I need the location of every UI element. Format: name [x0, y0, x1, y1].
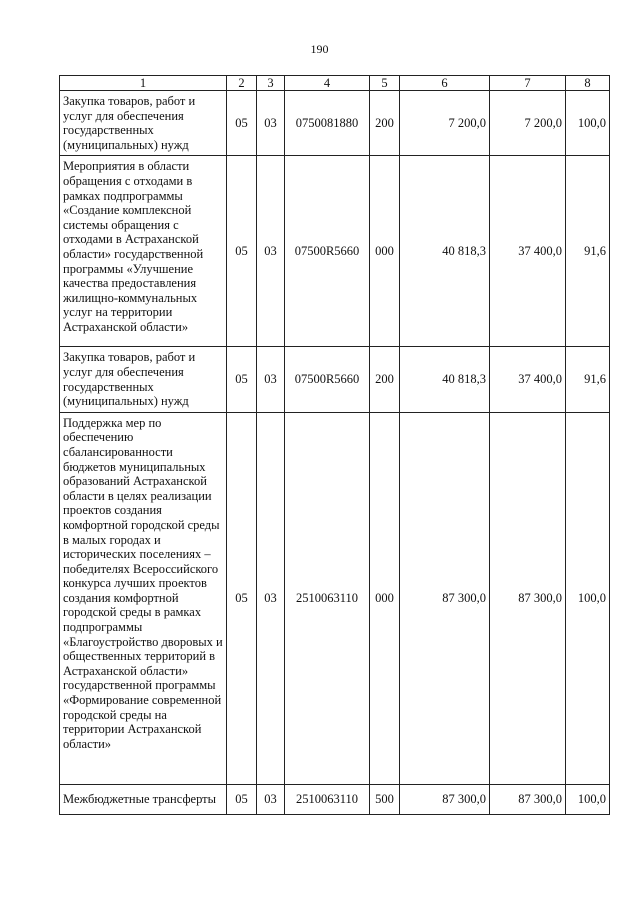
row-expense-type: 200 — [370, 91, 400, 156]
row-expense-type: 500 — [370, 784, 400, 814]
row-executed: 87 300,0 — [490, 412, 566, 784]
budget-table — [59, 75, 610, 815]
header-col-5: 5 — [370, 76, 400, 91]
row-name: Поддержка мер по обеспечению сбалансированности бюджетов муниципальных образований Астраханской области в целях реализации проектов создания комфортной городской среды в малых городах и исторических поселениях – победителях Всероссийского конкурса лучших проектов создания комфортной городской среды в рамках подпрограммы «Благоустройство дворовых и общественных территорий в Астраханской области» государственной программы «Формирование современной городской среды на территории Астраханской области» — [60, 412, 227, 784]
header-col-4: 4 — [285, 76, 370, 91]
row-target-code: 07500R5660 — [285, 347, 370, 412]
row-subsection: 03 — [257, 784, 285, 814]
row-percent: 91,6 — [566, 156, 610, 347]
table-row — [60, 156, 610, 347]
row-subsection: 03 — [257, 91, 285, 156]
row-subsection: 03 — [257, 412, 285, 784]
row-name: Межбюджетные трансферты — [60, 784, 227, 814]
row-subsection: 03 — [257, 156, 285, 347]
row-expense-type: 000 — [370, 412, 400, 784]
header-col-6: 6 — [400, 76, 490, 91]
header-col-2: 2 — [227, 76, 257, 91]
row-target-code: 07500R5660 — [285, 156, 370, 347]
table-row — [60, 412, 610, 784]
row-planned: 87 300,0 — [400, 784, 490, 814]
row-planned: 40 818,3 — [400, 347, 490, 412]
row-target-code: 2510063110 — [285, 784, 370, 814]
row-section: 05 — [227, 156, 257, 347]
table-row — [60, 91, 610, 156]
row-target-code: 2510063110 — [285, 412, 370, 784]
row-section: 05 — [227, 412, 257, 784]
row-planned: 87 300,0 — [400, 412, 490, 784]
row-percent: 100,0 — [566, 412, 610, 784]
row-percent: 91,6 — [566, 347, 610, 412]
table-row — [60, 347, 610, 412]
row-percent: 100,0 — [566, 784, 610, 814]
row-subsection: 03 — [257, 347, 285, 412]
row-expense-type: 000 — [370, 156, 400, 347]
row-expense-type: 200 — [370, 347, 400, 412]
row-executed: 37 400,0 — [490, 156, 566, 347]
row-percent: 100,0 — [566, 91, 610, 156]
page-number: 190 — [310, 42, 329, 56]
row-name: Закупка товаров, работ и услуг для обеспечения государственных (муниципальных) нужд — [60, 347, 227, 412]
row-planned: 7 200,0 — [400, 91, 490, 156]
header-col-1: 1 — [60, 76, 227, 91]
table-header-row — [60, 76, 610, 91]
row-name: Мероприятия в области обращения с отходами в рамках подпрограммы «Создание комплексной системы обращения с отходами в Астраханской области» государственной программы «Улучшение качества предоставления жилищно-коммунальных услуг на территории Астраханской области» — [60, 156, 227, 347]
row-target-code: 0750081880 — [285, 91, 370, 156]
row-executed: 37 400,0 — [490, 347, 566, 412]
row-planned: 40 818,3 — [400, 156, 490, 347]
row-section: 05 — [227, 784, 257, 814]
row-executed: 87 300,0 — [490, 784, 566, 814]
row-section: 05 — [227, 91, 257, 156]
header-col-8: 8 — [566, 76, 610, 91]
table-row — [60, 784, 610, 814]
row-executed: 7 200,0 — [490, 91, 566, 156]
row-section: 05 — [227, 347, 257, 412]
header-col-3: 3 — [257, 76, 285, 91]
header-col-7: 7 — [490, 76, 566, 91]
row-name: Закупка товаров, работ и услуг для обеспечения государственных (муниципальных) нужд — [60, 91, 227, 156]
